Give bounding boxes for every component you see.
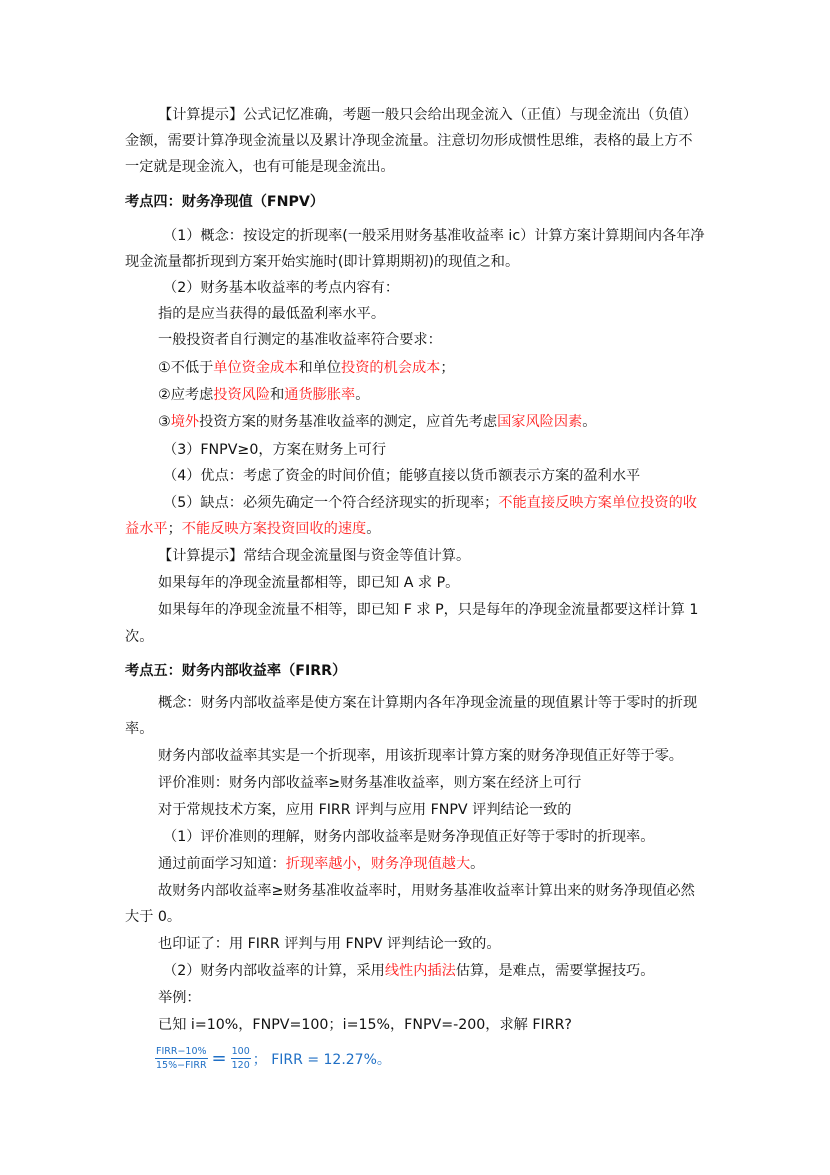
text-line	[158, 304, 385, 324]
highlight-text: 境外	[170, 414, 200, 430]
fraction-bar	[231, 1058, 251, 1059]
text-segment: 【计算提示】公式记忆准确，考题一般只会给出现金流入（正值）与现金流出（负值）	[158, 107, 698, 123]
text-line	[125, 719, 153, 739]
text-segment: （2）财务内部收益率的计算，采用	[163, 963, 385, 979]
text-segment: 和	[270, 387, 285, 403]
firr-result: ； FIRR = 12.27%。	[252, 1051, 391, 1068]
highlight-text: 投资的机会成本	[341, 360, 441, 376]
text-line	[158, 546, 470, 566]
text-line	[125, 519, 380, 539]
text-segment: 【计算提示】常结合现金流量图与资金等值计算。	[158, 548, 471, 564]
text-line	[158, 385, 369, 405]
text-segment: ③	[158, 414, 171, 430]
text-line	[158, 330, 442, 350]
text-segment: 考点五：财务内部收益率（FIRR）	[125, 663, 347, 679]
text-line	[158, 934, 501, 954]
text-segment: 如果每年的净现金流量不相等，即已知 F 求 P，只是每年的净现金流量都要这样计算 1	[158, 602, 699, 618]
text-segment: 。	[366, 521, 381, 537]
text-segment: 次。	[125, 629, 154, 645]
text-line	[158, 1015, 572, 1035]
rhs-numerator: 100	[231, 1046, 250, 1057]
section-heading	[125, 661, 346, 681]
highlight-text: 通货膨胀率	[284, 387, 356, 403]
text-segment: 。	[355, 387, 370, 403]
text-segment: ；	[167, 521, 182, 537]
text-segment: （2）财务基本收益率的考点内容有：	[163, 280, 400, 296]
firr-formula	[155, 1046, 391, 1071]
text-line	[125, 157, 395, 177]
highlight-text: 线性内插法	[384, 963, 456, 979]
text-line	[125, 131, 693, 151]
text-segment: （5）缺点：必须先确定一个符合经济现实的折现率；	[163, 495, 499, 511]
text-segment: 金额，需要计算净现金流量以及累计净现金流量。注意切勿形成惯性思维，表格的最上方不	[125, 133, 693, 149]
text-segment: ；	[440, 360, 455, 376]
text-line	[158, 573, 459, 593]
text-line	[158, 105, 697, 125]
fraction-bar	[155, 1058, 208, 1059]
rhs-fraction	[231, 1046, 251, 1071]
text-line	[158, 600, 698, 620]
text-line	[158, 693, 697, 713]
text-segment: 概念：财务内部收益率是使方案在计算期内各年净现金流量的现值累计等于零时的折现	[158, 695, 698, 711]
text-segment: 对于常规技术方案，应用 FIRR 评判与应用 FNPV 评判结论一致的	[158, 802, 572, 818]
text-segment: （1）评价准则的理解，财务内部收益率是财务净现值正好等于零时的折现率。	[163, 829, 655, 845]
text-line	[158, 746, 683, 766]
lhs-denominator: 15%−FIRR	[156, 1060, 207, 1071]
text-segment: 率。	[125, 721, 154, 737]
text-segment: 现金流量都折现到方案开始实施时(即计算期期初)的现值之和。	[125, 254, 520, 270]
text-segment: 举例：	[158, 990, 201, 1006]
text-segment: 和单位	[298, 360, 342, 376]
text-segment: 评价准则：财务内部收益率≥财务基准收益率，则方案在经济上可行	[158, 775, 582, 791]
lhs-fraction	[155, 1046, 208, 1071]
text-segment: 指的是应当获得的最低盈利率水平。	[158, 306, 386, 322]
text-segment: 已知 i=10%，FNPV=100；i=15%，FNPV=-200，求解 FIRR?	[158, 1017, 572, 1033]
text-line	[125, 907, 181, 927]
text-segment: （1）概念：按设定的折现率(一般采用财务基准收益率 ic）计算方案计算期间内各年净	[163, 228, 705, 244]
text-line	[163, 961, 654, 981]
highlight-text: 国家风险因素	[497, 414, 583, 430]
text-segment: 一定就是现金流入，也有可能是现金流出。	[125, 159, 395, 175]
text-segment: （4）优点：考虑了资金的时间价值；能够直接以货币额表示方案的盈利水平	[163, 468, 641, 484]
text-line	[125, 252, 519, 272]
text-line	[163, 827, 654, 847]
text-segment: 通过前面学习知道：	[158, 856, 286, 872]
text-segment: 故财务内部收益率≥财务基准收益率时，用财务基准收益率计算出来的财务净现值必然	[158, 883, 695, 899]
text-line	[158, 881, 695, 901]
text-segment: 大于 0。	[125, 909, 182, 925]
highlight-text: 单位资金成本	[213, 360, 299, 376]
text-segment: 。	[470, 856, 485, 872]
text-line	[163, 440, 386, 460]
text-segment: （3）FNPV≥0，方案在财务上可行	[163, 442, 387, 458]
text-segment: 也印证了：用 FIRR 评判与用 FNPV 评判结论一致的。	[158, 936, 501, 952]
text-line	[158, 800, 571, 820]
text-segment: 如果每年的净现金流量都相等，即已知 A 求 P。	[158, 575, 460, 591]
text-segment: 一般投资者自行测定的基准收益率符合要求：	[158, 332, 442, 348]
highlight-text: 不能反映方案投资回收的速度	[181, 521, 367, 537]
rhs-denominator: 120	[231, 1060, 250, 1071]
text-segment: 考点四：财务净现值（FNPV）	[125, 194, 325, 210]
text-segment: 财务内部收益率其实是一个折现率，用该折现率计算方案的财务净现值正好等于零。	[158, 748, 683, 764]
text-line	[158, 854, 484, 874]
lhs-numerator: FIRR−10%	[156, 1046, 207, 1057]
highlight-text: 益水平	[125, 521, 168, 537]
text-segment: 。	[582, 414, 597, 430]
section-heading	[125, 192, 324, 212]
text-segment: 投资方案的财务基准收益率的测定，应首先考虑	[199, 414, 498, 430]
highlight-text: 折现率越小，财务净现值越大	[285, 856, 471, 872]
text-line	[163, 493, 697, 513]
text-line	[158, 358, 455, 378]
highlight-text: 不能直接反映方案单位投资的收	[498, 495, 697, 511]
equals-sign: =	[211, 1048, 227, 1069]
text-line	[163, 226, 705, 246]
highlight-text: 投资风险	[213, 387, 271, 403]
text-segment: ①不低于	[158, 360, 214, 376]
text-segment: ②应考虑	[158, 387, 214, 403]
text-line	[158, 773, 581, 793]
text-line	[163, 278, 399, 298]
text-line	[158, 988, 201, 1008]
text-segment: 估算，是难点，需要掌握技巧。	[455, 963, 655, 979]
text-line	[163, 466, 640, 486]
text-line	[125, 627, 153, 647]
text-line	[158, 412, 596, 432]
